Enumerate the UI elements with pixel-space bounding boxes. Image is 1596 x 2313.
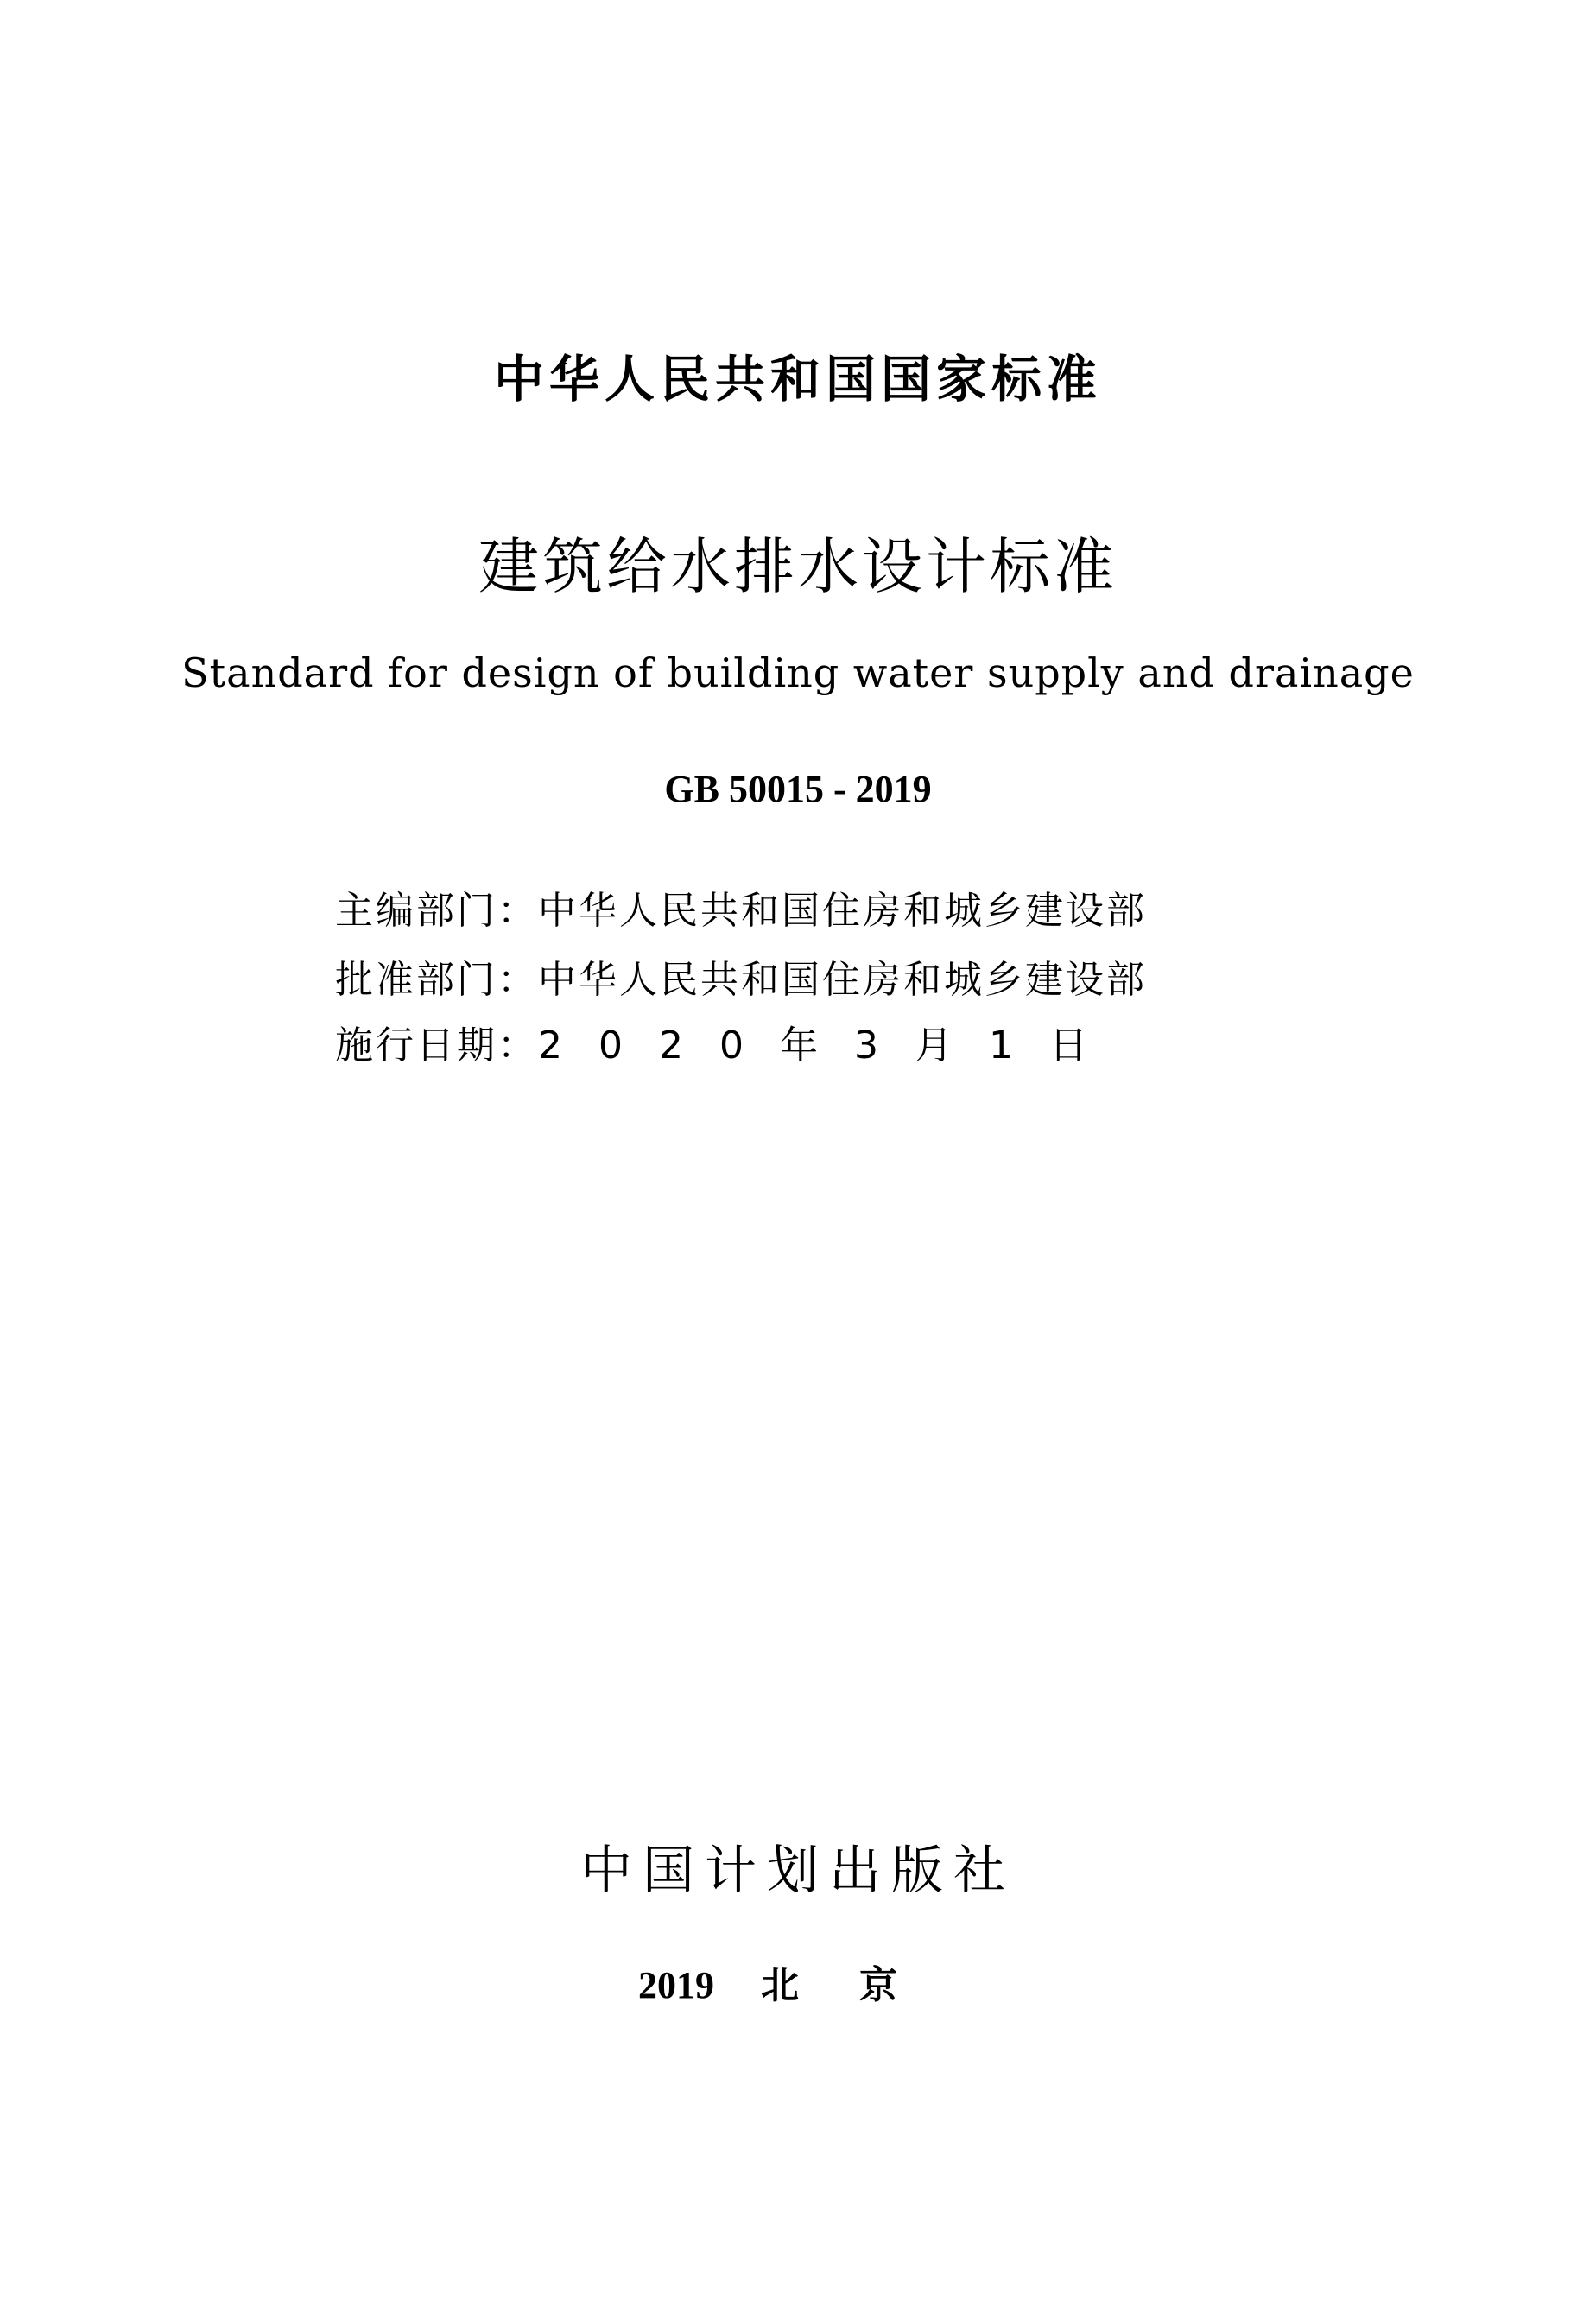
approval-department-row xyxy=(335,948,1147,1000)
document-title-english: Standard for design of building water supply and drainage xyxy=(181,650,1415,696)
effective-date-value: 2020年3月1日 xyxy=(538,1023,1124,1068)
publication-imprint xyxy=(0,1954,1596,2009)
approval-department-value: 中华人民共和国住房和城乡建设部 xyxy=(538,958,1147,1002)
document-title-chinese: 建筑给水排水设计标准 xyxy=(478,531,1118,602)
effective-date-label: 施行日期： xyxy=(335,1023,538,1068)
chief-department-value: 中华人民共和国住房和城乡建设部 xyxy=(538,889,1147,933)
standard-code: GB 50015 - 2019 xyxy=(664,768,932,810)
chief-department-row xyxy=(335,879,1147,931)
publisher-name: 中国计划出版社 xyxy=(580,1841,1016,1901)
publication-city: 北京 xyxy=(761,1963,958,2007)
standard-series-title: 中华人民共和国国家标准 xyxy=(493,350,1102,409)
publication-year: 2019 xyxy=(638,1964,714,2006)
chief-department-label: 主编部门： xyxy=(335,889,538,933)
effective-date-row xyxy=(335,1014,1124,1066)
approval-department-label: 批准部门： xyxy=(335,958,538,1002)
